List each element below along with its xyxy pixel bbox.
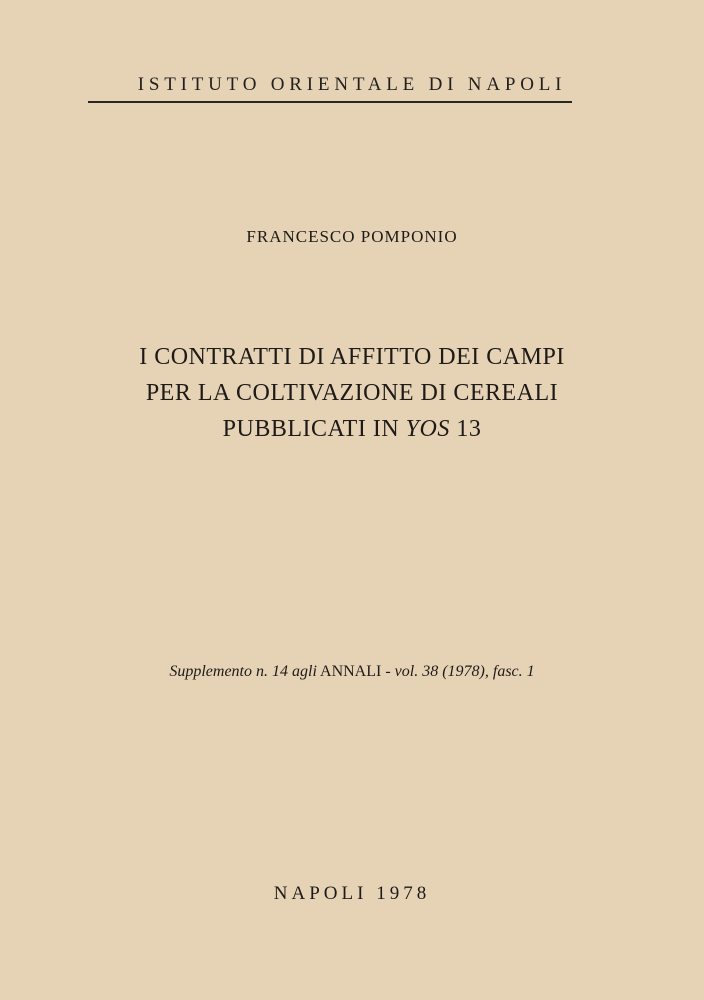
publisher-rule — [88, 101, 572, 103]
series-part-3: - vol. 38 (1978), fasc. 1 — [385, 663, 535, 680]
imprint: NAPOLI 1978 — [273, 883, 431, 904]
book-title — [0, 339, 704, 447]
author-name: FRANCESCO POMPONIO — [246, 227, 458, 246]
series-statement — [0, 663, 704, 681]
title-line-3-prefix: PUBBLICATI IN — [222, 416, 400, 442]
title-journal-abbrev: YOS — [405, 416, 450, 442]
series-part-2: ANNALI — [320, 663, 382, 680]
title-line-2: PER LA COLTIVAZIONE DI CEREALI — [145, 380, 559, 406]
series-part-1: Supplemento n. 14 agli — [169, 663, 317, 680]
publisher-name: ISTITUTO ORIENTALE DI NAPOLI — [137, 74, 567, 95]
title-line-3 — [0, 411, 704, 447]
title-line-1: I CONTRATTI DI AFFITTO DEI CAMPI — [139, 344, 565, 370]
title-line-3-suffix: 13 — [456, 416, 482, 442]
